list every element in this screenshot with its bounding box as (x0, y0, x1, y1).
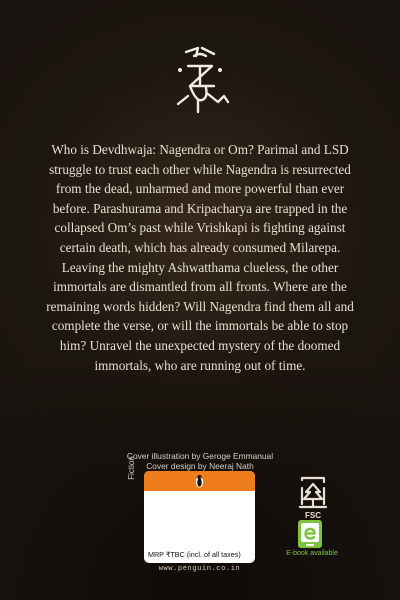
penguin-logo-icon (193, 473, 206, 489)
genre-label: Fiction (127, 456, 136, 480)
ebook-icon (297, 519, 323, 549)
price-label: MRP ₹TBC (incl. of all taxes) (148, 550, 241, 559)
series-emblem-icon (168, 44, 232, 116)
illustration-credit: Cover illustration by Geroge Emmanual (126, 451, 274, 461)
fsc-tree-icon (296, 474, 330, 510)
fsc-label: FSC (305, 511, 321, 520)
design-credit: Cover design by Neeraj Nath (146, 461, 254, 471)
barcode-box (144, 471, 255, 563)
back-cover-blurb: Who is Devdhwaja: Nagendra or Om? Parimal and LSD struggle to trust each other while Nagendra is resurrected from the dead, unharmed and more powerful than ever before. Parashurama and Kripacharya are trapped in the collapsed Om’s past while Vrishkapi is fighting against certain death, which has already consumed Milarepa. Leaving the mighty Ashwatthama clueless, the other immortals are dismantled from all fronts. Where are the remaining words hidden? Will Nagendra find them all and complete the verse, or will the immortals be able to stop him? Unravel the unexpected mystery of the doomed immortals, who are running out of time. (46, 142, 354, 373)
ebook-label: E-book available (286, 550, 338, 557)
publisher-website: www.penguin.co.in (158, 565, 241, 573)
